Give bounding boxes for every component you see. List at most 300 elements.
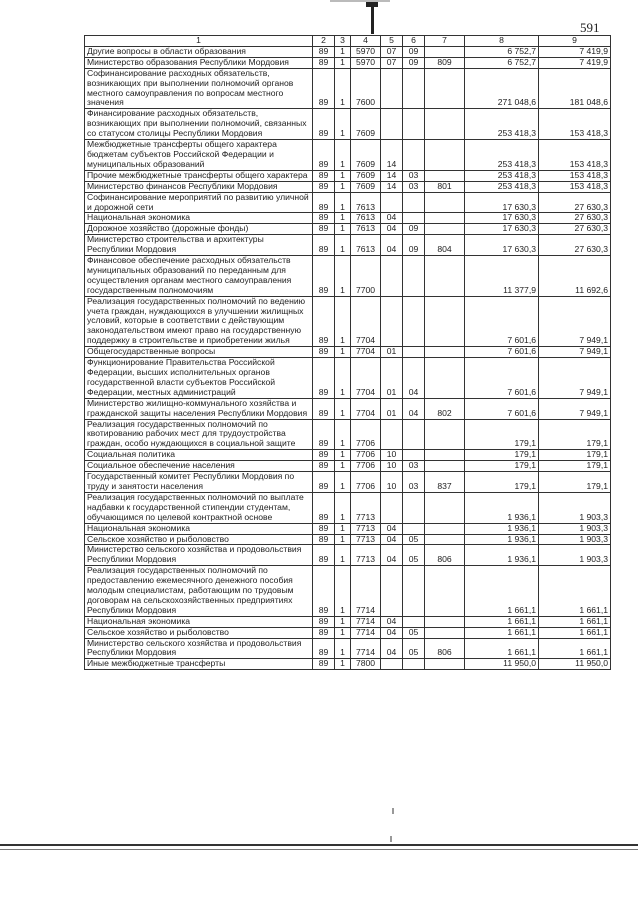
row-col-4: 7613 <box>351 213 381 224</box>
row-col-8: 17 630,3 <box>465 213 539 224</box>
row-col-5: 01 <box>381 398 403 419</box>
row-col-9: 179,1 <box>539 450 611 461</box>
row-col-8: 253 418,3 <box>465 170 539 181</box>
row-col-6: 05 <box>403 627 425 638</box>
row-col-3: 1 <box>335 461 351 472</box>
row-col-4: 7714 <box>351 627 381 638</box>
row-col-8: 1 661,1 <box>465 627 539 638</box>
row-col-8: 7 601,6 <box>465 358 539 399</box>
row-col-9: 179,1 <box>539 419 611 450</box>
row-col-8: 1 936,1 <box>465 534 539 545</box>
row-col-2: 89 <box>313 57 335 68</box>
row-col-3: 1 <box>335 419 351 450</box>
table-row <box>85 170 611 181</box>
row-col-7 <box>425 450 465 461</box>
table-row <box>85 140 611 171</box>
row-col-6 <box>403 347 425 358</box>
row-col-2: 89 <box>313 566 335 617</box>
row-col-3: 1 <box>335 545 351 566</box>
row-col-6: 03 <box>403 472 425 493</box>
table-row <box>85 398 611 419</box>
row-col-4: 7713 <box>351 492 381 523</box>
row-name: Сельское хозяйство и рыболовство <box>85 534 313 545</box>
row-col-6: 09 <box>403 46 425 57</box>
row-col-3: 1 <box>335 170 351 181</box>
table-row <box>85 627 611 638</box>
row-col-4: 7714 <box>351 616 381 627</box>
row-col-6: 04 <box>403 358 425 399</box>
row-name: Социальная политика <box>85 450 313 461</box>
table-row <box>85 68 611 109</box>
row-col-8: 1 661,1 <box>465 638 539 659</box>
row-col-7 <box>425 46 465 57</box>
row-name: Министерство жилищно-коммунального хозяйства и гражданской защиты населения Республики Мордовия <box>85 398 313 419</box>
row-col-6: 09 <box>403 57 425 68</box>
row-col-4: 7800 <box>351 659 381 670</box>
row-col-4: 7609 <box>351 181 381 192</box>
row-col-6: 03 <box>403 170 425 181</box>
row-name: Национальная экономика <box>85 213 313 224</box>
row-col-2: 89 <box>313 523 335 534</box>
row-col-4: 7609 <box>351 170 381 181</box>
row-col-8: 7 601,6 <box>465 347 539 358</box>
row-col-4: 7704 <box>351 347 381 358</box>
table-row <box>85 347 611 358</box>
table-row <box>85 534 611 545</box>
row-col-7 <box>425 296 465 347</box>
row-col-2: 89 <box>313 534 335 545</box>
row-col-2: 89 <box>313 235 335 256</box>
row-col-6 <box>403 616 425 627</box>
table-row <box>85 256 611 297</box>
row-col-5: 04 <box>381 627 403 638</box>
row-col-6 <box>403 450 425 461</box>
table-row <box>85 472 611 493</box>
row-name: Софинансирование расходных обязательств, возникающих при выполнении полномочий органов местного самоуправления по вопросам местного значения <box>85 68 313 109</box>
row-col-6 <box>403 296 425 347</box>
row-col-9: 27 630,3 <box>539 213 611 224</box>
row-col-4: 7706 <box>351 461 381 472</box>
row-col-9: 179,1 <box>539 472 611 493</box>
row-name: Межбюджетные трансферты общего характера бюджетам субъектов Российской Федерации и муниципальных образований <box>85 140 313 171</box>
table-row <box>85 213 611 224</box>
row-col-8: 11 950,0 <box>465 659 539 670</box>
row-col-2: 89 <box>313 638 335 659</box>
table-header-row <box>85 36 611 47</box>
row-col-8: 1 936,1 <box>465 545 539 566</box>
row-col-3: 1 <box>335 566 351 617</box>
row-name: Функционирование Правительства Российской Федерации, высших исполнительных органов государственной власти субъектов Российской Федерации, местных администраций <box>85 358 313 399</box>
row-name: Национальная экономика <box>85 523 313 534</box>
row-name: Финансирование расходных обязательств, возникающих при выполнении полномочий, связанных со статусом столицы Республики Мордовия <box>85 109 313 140</box>
row-col-2: 89 <box>313 398 335 419</box>
row-col-7 <box>425 109 465 140</box>
row-col-5: 04 <box>381 534 403 545</box>
row-col-7 <box>425 534 465 545</box>
row-col-9: 7 949,1 <box>539 347 611 358</box>
row-col-7: 802 <box>425 398 465 419</box>
row-col-6: 03 <box>403 461 425 472</box>
row-col-5 <box>381 659 403 670</box>
row-col-7 <box>425 192 465 213</box>
row-name: Другие вопросы в области образования <box>85 46 313 57</box>
row-col-6 <box>403 492 425 523</box>
row-col-8: 253 418,3 <box>465 140 539 171</box>
table-row <box>85 616 611 627</box>
row-col-7: 837 <box>425 472 465 493</box>
row-col-6 <box>403 523 425 534</box>
row-col-9: 1 661,1 <box>539 627 611 638</box>
table-body <box>85 46 611 669</box>
row-col-8: 17 630,3 <box>465 235 539 256</box>
row-col-4: 7714 <box>351 638 381 659</box>
table-row <box>85 358 611 399</box>
row-col-5: 10 <box>381 472 403 493</box>
row-col-7: 801 <box>425 181 465 192</box>
row-col-9: 11 950,0 <box>539 659 611 670</box>
row-col-7: 804 <box>425 235 465 256</box>
row-col-4: 7704 <box>351 398 381 419</box>
row-col-3: 1 <box>335 57 351 68</box>
row-col-5: 04 <box>381 235 403 256</box>
row-col-3: 1 <box>335 450 351 461</box>
row-col-8: 179,1 <box>465 419 539 450</box>
row-name: Министерство сельского хозяйства и продовольствия Республики Мордовия <box>85 545 313 566</box>
row-col-6: 04 <box>403 398 425 419</box>
row-col-8: 11 377,9 <box>465 256 539 297</box>
row-col-7 <box>425 213 465 224</box>
row-col-6: 09 <box>403 235 425 256</box>
row-col-7 <box>425 492 465 523</box>
row-col-9: 27 630,3 <box>539 192 611 213</box>
row-col-3: 1 <box>335 534 351 545</box>
row-col-5: 10 <box>381 450 403 461</box>
row-name: Дорожное хозяйство (дорожные фонды) <box>85 224 313 235</box>
row-col-5: 14 <box>381 170 403 181</box>
row-col-3: 1 <box>335 659 351 670</box>
table-row <box>85 235 611 256</box>
row-col-9: 1 903,3 <box>539 545 611 566</box>
table-row <box>85 181 611 192</box>
row-col-9: 1 903,3 <box>539 523 611 534</box>
row-name: Министерство сельского хозяйства и продовольствия Республики Мордовия <box>85 638 313 659</box>
row-col-6 <box>403 659 425 670</box>
row-col-7 <box>425 659 465 670</box>
row-name: Национальная экономика <box>85 616 313 627</box>
table-row <box>85 57 611 68</box>
row-col-7: 806 <box>425 545 465 566</box>
row-col-6: 05 <box>403 545 425 566</box>
row-col-4: 7713 <box>351 534 381 545</box>
table-row <box>85 46 611 57</box>
row-col-8: 1 936,1 <box>465 492 539 523</box>
page-bottom-rule-thin <box>0 849 638 850</box>
row-name: Министерство финансов Республики Мордовия <box>85 181 313 192</box>
row-name: Реализация государственных полномочий по предоставлению ежемесячного денежного пособия молодым специалистам, работающим по трудовым договорам на сельскохозяйственных предприятиях Республики Мордовия <box>85 566 313 617</box>
row-col-5: 04 <box>381 616 403 627</box>
row-col-7 <box>425 170 465 181</box>
row-col-8: 6 752,7 <box>465 57 539 68</box>
row-col-7: 809 <box>425 57 465 68</box>
row-col-7 <box>425 256 465 297</box>
row-col-3: 1 <box>335 140 351 171</box>
row-col-5 <box>381 68 403 109</box>
row-name: Софинансирование мероприятий по развитию уличной и дорожной сети <box>85 192 313 213</box>
row-col-3: 1 <box>335 358 351 399</box>
table-row <box>85 566 611 617</box>
row-col-5 <box>381 492 403 523</box>
row-col-7: 806 <box>425 638 465 659</box>
table-row <box>85 450 611 461</box>
row-col-4: 7609 <box>351 140 381 171</box>
row-col-5 <box>381 566 403 617</box>
table-row <box>85 638 611 659</box>
table-row <box>85 192 611 213</box>
row-col-5: 04 <box>381 213 403 224</box>
row-col-9: 7 419,9 <box>539 57 611 68</box>
row-col-7 <box>425 140 465 171</box>
row-col-8: 17 630,3 <box>465 192 539 213</box>
row-col-3: 1 <box>335 296 351 347</box>
row-name: Финансовое обеспечение расходных обязательств муниципальных образований по переданным для осуществления органам местного самоуправления государственным полномочиям <box>85 256 313 297</box>
row-col-7 <box>425 627 465 638</box>
row-col-6: 03 <box>403 181 425 192</box>
row-col-6 <box>403 140 425 171</box>
table-row <box>85 296 611 347</box>
row-name: Социальное обеспечение населения <box>85 461 313 472</box>
scan-speck <box>390 836 392 842</box>
row-col-4: 7713 <box>351 523 381 534</box>
column-header: 1 <box>85 36 313 47</box>
row-col-5: 07 <box>381 57 403 68</box>
row-col-9: 7 949,1 <box>539 358 611 399</box>
row-col-9: 7 419,9 <box>539 46 611 57</box>
row-col-3: 1 <box>335 398 351 419</box>
row-col-8: 179,1 <box>465 450 539 461</box>
row-col-4: 7609 <box>351 109 381 140</box>
table-row <box>85 523 611 534</box>
row-col-2: 89 <box>313 68 335 109</box>
row-name: Сельское хозяйство и рыболовство <box>85 627 313 638</box>
row-col-4: 7704 <box>351 358 381 399</box>
row-col-8: 7 601,6 <box>465 296 539 347</box>
row-col-2: 89 <box>313 450 335 461</box>
row-col-9: 153 418,3 <box>539 170 611 181</box>
row-col-6: 05 <box>403 638 425 659</box>
row-col-3: 1 <box>335 256 351 297</box>
row-col-4: 7706 <box>351 419 381 450</box>
scan-speck <box>392 808 394 814</box>
row-col-9: 7 949,1 <box>539 296 611 347</box>
row-col-5 <box>381 109 403 140</box>
row-col-5: 10 <box>381 461 403 472</box>
scan-artifact <box>330 0 390 2</box>
row-col-4: 7613 <box>351 235 381 256</box>
row-col-3: 1 <box>335 213 351 224</box>
row-col-9: 153 418,3 <box>539 140 611 171</box>
row-col-7 <box>425 419 465 450</box>
row-col-7 <box>425 616 465 627</box>
row-col-5: 04 <box>381 545 403 566</box>
row-col-8: 1 661,1 <box>465 616 539 627</box>
row-col-3: 1 <box>335 109 351 140</box>
row-col-3: 1 <box>335 192 351 213</box>
budget-table <box>84 35 611 670</box>
row-name: Реализация государственных полномочий по ведению учета граждан, нуждающихся в улучшении жилищных условий, которые в соответствии с действующим законодательством имеют право на государственную поддержку в строительстве и приобретении жилья <box>85 296 313 347</box>
row-col-8: 179,1 <box>465 461 539 472</box>
row-col-4: 7714 <box>351 566 381 617</box>
row-col-4: 7613 <box>351 224 381 235</box>
column-header: 6 <box>403 36 425 47</box>
table-row <box>85 659 611 670</box>
row-col-5 <box>381 256 403 297</box>
row-col-2: 89 <box>313 492 335 523</box>
row-col-4: 7706 <box>351 450 381 461</box>
row-col-2: 89 <box>313 472 335 493</box>
page-bottom-rule <box>0 844 638 846</box>
row-col-7 <box>425 523 465 534</box>
row-col-3: 1 <box>335 492 351 523</box>
row-name: Общегосударственные вопросы <box>85 347 313 358</box>
column-header: 2 <box>313 36 335 47</box>
row-col-5: 01 <box>381 358 403 399</box>
row-col-9: 153 418,3 <box>539 181 611 192</box>
row-col-5: 14 <box>381 140 403 171</box>
row-col-7 <box>425 461 465 472</box>
row-col-9: 153 418,3 <box>539 109 611 140</box>
row-name: Реализация государственных полномочий по квотированию рабочих мест для трудоустройства граждан, особо нуждающихся в социальной защите <box>85 419 313 450</box>
row-name: Министерство образования Республики Мордовия <box>85 57 313 68</box>
row-col-5: 04 <box>381 638 403 659</box>
row-col-3: 1 <box>335 68 351 109</box>
row-col-3: 1 <box>335 627 351 638</box>
row-col-7 <box>425 358 465 399</box>
column-header: 4 <box>351 36 381 47</box>
row-col-2: 89 <box>313 461 335 472</box>
row-col-2: 89 <box>313 224 335 235</box>
row-col-4: 7713 <box>351 545 381 566</box>
row-col-4: 5970 <box>351 46 381 57</box>
row-col-9: 27 630,3 <box>539 235 611 256</box>
table-row <box>85 109 611 140</box>
row-col-2: 89 <box>313 140 335 171</box>
row-col-2: 89 <box>313 659 335 670</box>
row-col-8: 7 601,6 <box>465 398 539 419</box>
row-col-2: 89 <box>313 256 335 297</box>
column-header: 3 <box>335 36 351 47</box>
table-row <box>85 492 611 523</box>
row-col-6: 05 <box>403 534 425 545</box>
row-col-2: 89 <box>313 213 335 224</box>
table-row <box>85 461 611 472</box>
row-col-3: 1 <box>335 46 351 57</box>
row-col-8: 6 752,7 <box>465 46 539 57</box>
row-col-4: 7600 <box>351 68 381 109</box>
column-header: 9 <box>539 36 611 47</box>
row-col-3: 1 <box>335 224 351 235</box>
row-col-6: 09 <box>403 224 425 235</box>
row-col-3: 1 <box>335 638 351 659</box>
row-col-8: 17 630,3 <box>465 224 539 235</box>
row-col-7 <box>425 566 465 617</box>
column-header: 7 <box>425 36 465 47</box>
row-col-4: 7700 <box>351 256 381 297</box>
row-name: Государственный комитет Республики Мордовия по труду и занятости населения <box>85 472 313 493</box>
row-col-2: 89 <box>313 419 335 450</box>
row-col-9: 27 630,3 <box>539 224 611 235</box>
row-col-2: 89 <box>313 296 335 347</box>
row-col-8: 271 048,6 <box>465 68 539 109</box>
row-col-7 <box>425 224 465 235</box>
row-col-4: 7704 <box>351 296 381 347</box>
row-col-5: 04 <box>381 523 403 534</box>
row-col-8: 1 936,1 <box>465 523 539 534</box>
row-col-8: 253 418,3 <box>465 181 539 192</box>
row-col-9: 1 903,3 <box>539 534 611 545</box>
row-col-5 <box>381 192 403 213</box>
row-col-7 <box>425 68 465 109</box>
binder-clip-mark <box>366 0 378 36</box>
row-name: Прочие межбюджетные трансферты общего характера <box>85 170 313 181</box>
row-col-6 <box>403 68 425 109</box>
row-col-9: 1 661,1 <box>539 616 611 627</box>
row-col-2: 89 <box>313 545 335 566</box>
row-col-2: 89 <box>313 627 335 638</box>
row-col-6 <box>403 109 425 140</box>
row-col-2: 89 <box>313 170 335 181</box>
column-header: 8 <box>465 36 539 47</box>
row-name: Иные межбюджетные трансферты <box>85 659 313 670</box>
row-col-6 <box>403 419 425 450</box>
row-col-5 <box>381 296 403 347</box>
row-col-8: 179,1 <box>465 472 539 493</box>
row-col-6 <box>403 566 425 617</box>
table-row <box>85 545 611 566</box>
column-header: 5 <box>381 36 403 47</box>
row-col-8: 253 418,3 <box>465 109 539 140</box>
row-col-9: 7 949,1 <box>539 398 611 419</box>
row-name: Реализация государственных полномочий по выплате надбавки к государственной стипендии студентам, обучающимся по целевой контрактной основе <box>85 492 313 523</box>
row-col-2: 89 <box>313 358 335 399</box>
row-col-3: 1 <box>335 181 351 192</box>
row-col-6 <box>403 192 425 213</box>
row-col-7 <box>425 347 465 358</box>
row-col-2: 89 <box>313 192 335 213</box>
row-col-5: 01 <box>381 347 403 358</box>
row-col-4: 7706 <box>351 472 381 493</box>
row-col-6 <box>403 213 425 224</box>
row-col-2: 89 <box>313 347 335 358</box>
page-number: 591 <box>580 20 600 35</box>
row-col-4: 7613 <box>351 192 381 213</box>
row-col-2: 89 <box>313 181 335 192</box>
row-col-3: 1 <box>335 235 351 256</box>
table-row <box>85 224 611 235</box>
row-col-2: 89 <box>313 109 335 140</box>
row-col-3: 1 <box>335 472 351 493</box>
row-col-3: 1 <box>335 523 351 534</box>
row-col-9: 1 661,1 <box>539 566 611 617</box>
row-col-5 <box>381 419 403 450</box>
row-col-6 <box>403 256 425 297</box>
row-col-8: 1 661,1 <box>465 566 539 617</box>
row-col-3: 1 <box>335 347 351 358</box>
table-row <box>85 419 611 450</box>
binder-clip-bar <box>371 4 374 34</box>
row-col-5: 07 <box>381 46 403 57</box>
row-col-4: 5970 <box>351 57 381 68</box>
row-col-2: 89 <box>313 46 335 57</box>
